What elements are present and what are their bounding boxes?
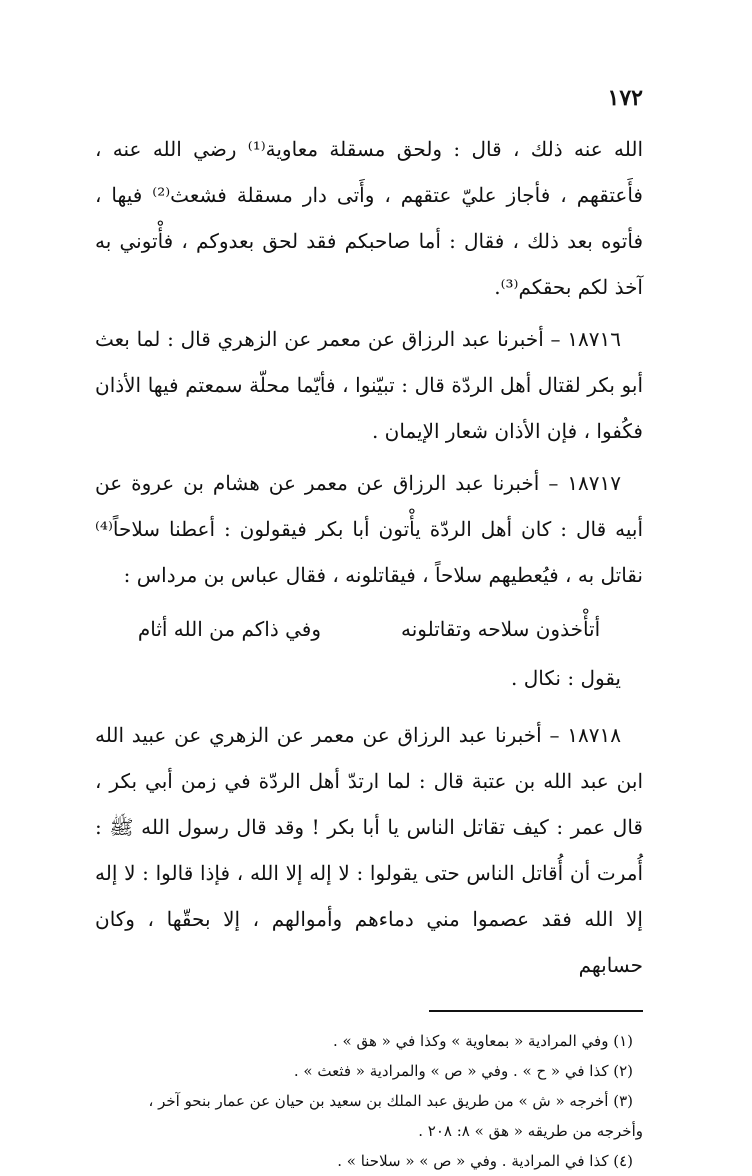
footnote-3: (٣) أخرجه « ش » من طريق عبد الملك بن سعيد بن حيان عن عمار بنحو آخر ، (148, 1092, 633, 1110)
footnote-4: (٤) كذا في المرادية . وفي « ص » « سلاحنا » . (337, 1152, 633, 1170)
footnote-3-continued: وأخرجه من طريقه « هق » ٨: ٢٠٨ . (418, 1122, 643, 1140)
footnote-divider (429, 1010, 643, 1012)
poem-second-hemistich: وفي ذاكم من الله أثام (137, 617, 321, 641)
main-text (95, 126, 643, 988)
hadith-18717: ١٨٧١٧ – أخبرنا عبد الرزاق عن معمر عن هشام بن عروة عن أبيه قال : كان أهل الردّة يأْتون أبا بكر فيقولون : أعطنا سلاحاً⁽⁴⁾ نقاتل به ، فيُعطيهم سلاحاً ، فيقاتلونه ، فقال عباس بن مرداس : (95, 471, 643, 587)
footnote-2: (٢) كذا في « ح » . وفي « ص » والمرادية « فثعث » . (293, 1062, 633, 1080)
hadith-18718: ١٨٧١٨ – أخبرنا عبد الرزاق عن معمر عن الزهري عن عبيد الله ابن عبد الله بن عتبة قال : لما ارتدّ أهل الردّة في زمن أبي بكر ، قال عمر : كيف تقاتل الناس يا أبا بكر ! وقد قال رسول الله ﷺ : أُمرت أن أُقاتل الناس حتى يقولوا : لا إله إلا الله ، فإذا قالوا : لا إله إلا الله فقد عصموا مني دماءهم وأموالهم ، إلا بحقّها ، وكان حسابهم (95, 723, 643, 977)
poem-verse (95, 604, 643, 654)
hadith-18716: ١٨٧١٦ – أخبرنا عبد الرزاق عن معمر عن الزهري قال : لما بعث أبو بكر لقتال أهل الردّة قال : تبيّنوا ، فأيّما محلّة سمعتم فيها الأذان فكُفوا ، فإن الأذان شعار الإيمان . (95, 327, 643, 443)
paragraph-continuation: الله عنه ذلك ، قال : ولحق مسقلة معاوية⁽¹⁾ رضي الله عنه ، فأَعتقهم ، فأجاز عليّ عتقهم ، وأَتى دار مسقلة فشعث⁽²⁾ فيها ، فأتوه بعد ذلك ، فقال : أما صاحبكم فقد لحق بعدوكم ، فأْتوني به آخذ لكم بحقكم⁽³⁾. (95, 137, 643, 299)
poem-first-hemistich: أتأْخذون سلاحه وتقاتلونه (401, 617, 601, 641)
book-page (95, 78, 643, 1176)
footnote-1: (١) وفي المرادية « بمعاوية » وكذا في « هق » . (333, 1032, 633, 1050)
footnotes (95, 1026, 643, 1176)
page-number: ١٧٢ (607, 85, 643, 111)
poem-explanation: يقول : نكال . (511, 666, 621, 690)
